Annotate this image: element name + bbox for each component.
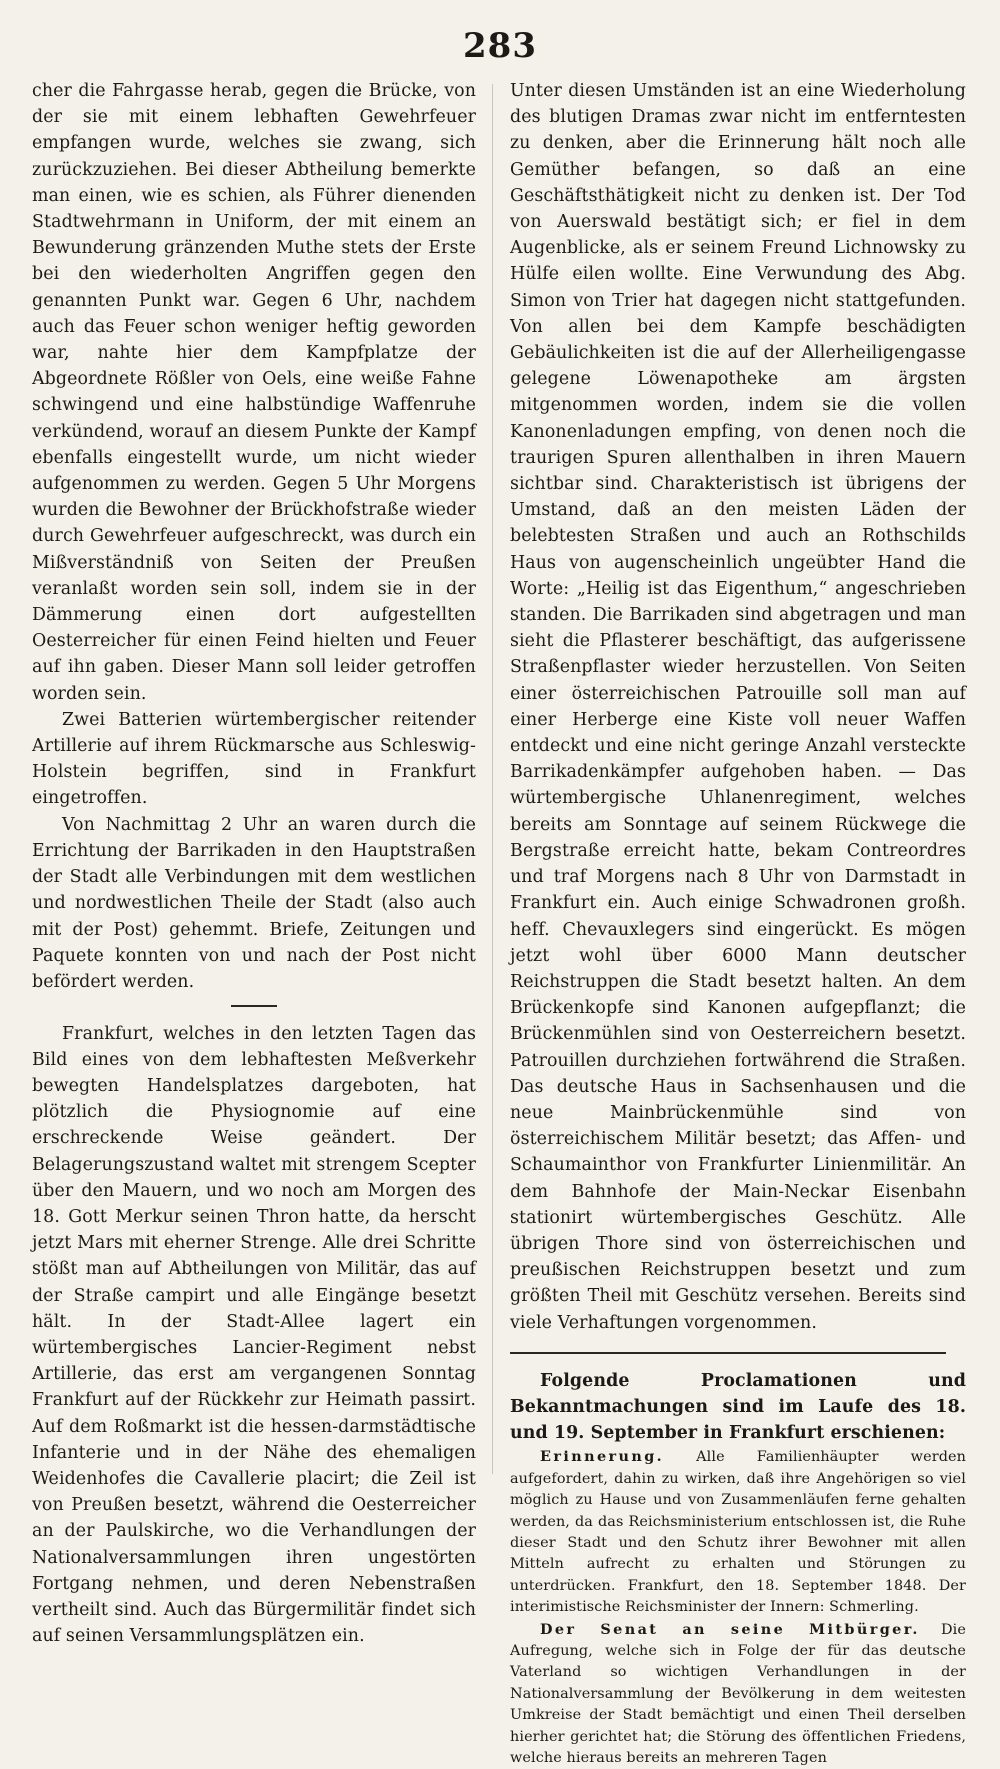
notice-title: Der Senat an seine Mitbürger. <box>540 1620 920 1638</box>
notice-text: Die Aufregung, welche sich in Folge der für das deutsche Vaterland so wichtigen Verhandlungen in der Nationalversammlung der Bevölkerung in dem weitesten Umkreise der Stadt bemächtigt und einen Theil derselben hierher gerichtet hat; die Störung des öffentlichen Friedens, welche hieraus bereits an mehreren Tagen <box>510 1621 966 1767</box>
section-heading: Folgende Proclamationen und Bekanntmachungen sind im Laufe des 18. und 19. September in Frankfurt erschienen: <box>510 1370 966 1444</box>
article-paragraph: Frankfurt, welches in den letzten Tagen das Bild eines von dem lebhaftesten Meßverkehr bewegten Handelsplatzes dargeboten, hat plötzlich die Physiognomie auf eine erschreckende Weise geändert. Der Belagerungszustand waltet mit strengem Scepter über den Mauern, und wo noch am Morgen des 18. Gott Merkur seinen Thron hatte, da herscht jetzt Mars mit eherner Strenge. Alle drei Schritte stößt man auf Abtheilungen von Militär, das auf der Straße campirt und alle Eingänge besetzt hält. In der Stadt-Allee lagert ein würtembergisches Lancier-Regiment nebst Artillerie, das erst am vergangenen Sonntag Frankfurt auf der Rückkehr zur Heimath passirt. Auf dem Roßmarkt ist die hessen-darmstädtische Infanterie und in der Nähe des ehemaligen Weidenhofes die Cavallerie placirt; die Zeil ist von Preußen besetzt, während die Oesterreicher an der Paulskirche, wo die Verhandlungen der Nationalversammlungen ihren ungestörten Fortgang nehmen, und deren Nebenstraßen vertheilt sind. Auch das Bürgermilitär findet sich auf seinen Versammlungsplätzen ein. <box>32 1023 476 1647</box>
notice-title: Erinnerung. <box>540 1448 665 1466</box>
article-paragraph: Unter diesen Umständen ist an eine Wiederholung des blutigen Dramas zwar nicht im entferntesten zu denken, aber die Erinnerung hält noch alle Gemüther befangen, so daß an eine Geschäftsthätigkeit nicht zu denken ist. Der Tod von Auerswald bestätigt sich; er fiel in dem Augenblicke, als er seinem Freund Lichnowsky zu Hülfe eilen wollte. Eine Verwundung des Abg. Simon von Trier hat dagegen nicht stattgefunden. Von allen bei dem Kampfe beschädigten Gebäulichkeiten ist die auf der Allerheiligengasse gelegene Löwenapotheke am ärgsten mitgenommen worden, indem sie die vollen Kanonenladungen empfing, von denen noch die traurigen Spuren allenthalben in ihren Mauern sichtbar sind. Charakteristisch ist übrigens der Umstand, daß an den meisten Läden der belebtesten Straßen und auch an Rothschilds Haus von augenscheinlich ungeübter Hand die Worte: „Heilig ist das Eigenthum,“ angeschrieben standen. Die Barrikaden sind abgetragen und man sieht die Pflasterer beschäftigt, das aufgerissene Straßenpflaster wieder herzustellen. Von Seiten einer österreichischen Patrouille soll man auf einer Herberge eine Kiste voll neuer Waffen entdeckt und eine nicht geringe Anzahl versteckte Barrikadenkämpfer aufgehoben haben. — Das würtembergische Uhlanenregiment, welches bereits am Sonntage auf seinem Rückwege die Bergstraße erreicht hatte, bekam Contreordres und traf Morgens nach 8 Uhr von Darmstadt in Frankfurt ein. Auch einige Schwadronen großh. heff. Chevauxlegers sind eingerückt. Es mögen jetzt wohl über 6000 Mann deutscher Reichstruppen die Stadt besetzt halten. An dem Brückenkopfe sind Kanonen aufgepflanzt; die Brückenmühlen sind von Oesterreichern besetzt. Patrouillen durchziehen fortwährend die Straßen. Das deutsche Haus in Sachsenhausen und die neue Mainbrückenmühle sind von österreichischem Militär besetzt; das Affen- und Schaumainthor von Frankfurter Linienmilitär. An dem Bahnhofe der Main-Neckar Eisenbahn stationirt würtembergisches Geschütz. Alle übrigen Thore sind von österreichischen und preußischen Reichstruppen besetzt und zum größten Theil mit Geschütz versehen. Bereits sind viele Verhaftungen vorgenommen. <box>510 81 966 1333</box>
notice-paragraph <box>510 1446 966 1618</box>
section-divider <box>231 1005 277 1007</box>
page-number: 283 <box>463 26 537 66</box>
article-paragraph: cher die Fahrgasse herab, gegen die Brücke, von der sie mit einem lebhaften Gewehrfeuer empfangen wurde, welches sie zwang, sich zurückzuziehen. Bei dieser Abtheilung bemerkte man einen, wie es schien, als Führer dienenden Stadtwehrmann in Uniform, der mit einem an Bewunderung gränzenden Muthe stets der Erste bei den wiederholten Angriffen gegen den genannten Punkt war. Gegen 6 Uhr, nachdem auch das Feuer schon weniger heftig geworden war, nahte hier dem Kampfplatze der Abgeordnete Rößler von Oels, eine weiße Fahne schwingend und eine halbstündige Waffenruhe verkündend, worauf an diesem Punkte der Kampf ebenfalls eingestellt wurde, um nicht wieder aufgenommen zu werden. Gegen 5 Uhr Morgens wurden die Bewohner der Brückhofstraße wieder durch Gewehrfeuer aufgeschreckt, was durch ein Mißverständniß von Seiten der Preußen veranlaßt worden sein soll, indem sie in der Dämmerung einen dort aufgestellten Oesterreicher für einen Feind hielten und Feuer auf ihn gaben. Dieser Mann soll leider getroffen worden sein. <box>32 81 476 704</box>
column-divider <box>492 84 493 1474</box>
section-divider <box>510 1352 946 1354</box>
right-column <box>510 78 966 1769</box>
notice-paragraph <box>510 1619 966 1769</box>
article-paragraph: Zwei Batterien würtembergischer reitender Artillerie auf ihrem Rückmarsche aus Schleswig-Holstein begriffen, sind in Frankfurt eingetroffen. <box>32 709 476 809</box>
left-column <box>32 78 476 1649</box>
notice-text: Alle Familienhäupter werden aufgefordert, dahin zu wirken, daß ihre Angehörigen so viel möglich zu Hause und von Zusammenläufen ferne gehalten werden, da das Reichsministerium entschlossen ist, die Ruhe dieser Stadt und den Schutz ihrer Bewohner mit allen Mitteln aufrecht zu erhalten und Störungen zu unterdrücken. Frankfurt, den 18. September 1848. Der interimistische Reichsminister der Innern: Schmerling. <box>510 1449 966 1616</box>
article-paragraph: Von Nachmittag 2 Uhr an waren durch die Errichtung der Barrikaden in den Hauptstraßen der Stadt alle Verbindungen mit dem westlichen und nordwestlichen Theile der Stadt (also auch mit der Post) gehemmt. Briefe, Zeitungen und Paquete konnten von und nach der Post nicht befördert werden. <box>32 814 476 992</box>
